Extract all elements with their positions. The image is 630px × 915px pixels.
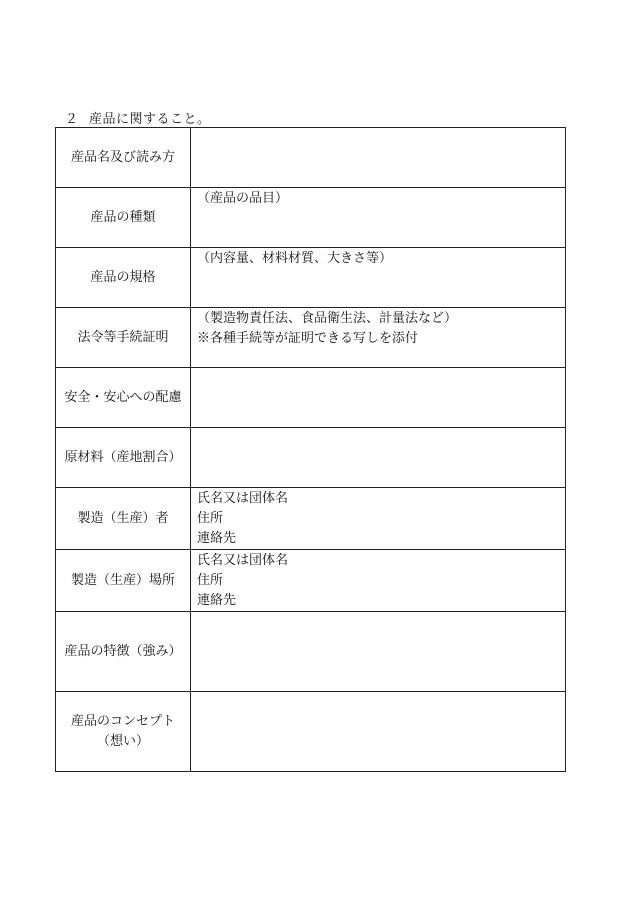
table-row — [56, 692, 566, 772]
row-label-raw-materials: 原材料（産地割合） — [56, 428, 191, 488]
row-label-production-site: 製造（生産）場所 — [56, 550, 191, 612]
table-row — [56, 308, 566, 368]
site-address-label: 住所 — [197, 573, 224, 588]
concept-field[interactable] — [191, 692, 566, 772]
row-label-legal-procedures: 法令等手続証明 — [56, 308, 191, 368]
product-type-hint: （産品の品目） — [197, 191, 289, 206]
table-row — [56, 248, 566, 308]
row-label-features: 産品の特徴（強み） — [56, 612, 191, 692]
row-label-safety: 安全・安心への配慮 — [56, 368, 191, 428]
legal-procedures-hint: （製造物責任法、食品衛生法、計量法など） — [197, 311, 458, 326]
table-row — [56, 612, 566, 692]
table-row — [56, 428, 566, 488]
producer-address-label: 住所 — [197, 511, 224, 526]
concept-label-line2: （想い） — [96, 733, 149, 749]
section-heading — [65, 108, 211, 127]
site-contact-label: 連絡先 — [197, 593, 237, 608]
production-site-field[interactable] — [191, 550, 566, 612]
product-spec-field[interactable] — [191, 248, 566, 308]
product-type-field[interactable] — [191, 188, 566, 248]
concept-label-line1: 産品のコンセプト — [70, 713, 175, 729]
row-label-product-spec: 産品の規格 — [56, 248, 191, 308]
row-label-producer: 製造（生産）者 — [56, 488, 191, 550]
producer-contact-label: 連絡先 — [197, 531, 237, 546]
producer-name-label: 氏名又は団体名 — [197, 491, 289, 506]
safety-field[interactable] — [191, 368, 566, 428]
row-label-product-type: 産品の種類 — [56, 188, 191, 248]
table-row — [56, 488, 566, 550]
legal-procedures-field[interactable] — [191, 308, 566, 368]
section-title: 産品に関すること。 — [89, 112, 211, 127]
product-info-table — [55, 127, 566, 772]
row-label-concept — [56, 692, 191, 772]
table-row — [56, 550, 566, 612]
table-row — [56, 188, 566, 248]
section-number: ２ — [65, 112, 79, 127]
table-row — [56, 368, 566, 428]
row-label-product-name: 産品名及び読み方 — [56, 128, 191, 188]
table-row — [56, 128, 566, 188]
product-name-field[interactable] — [191, 128, 566, 188]
site-name-label: 氏名又は団体名 — [197, 553, 289, 568]
raw-materials-field[interactable] — [191, 428, 566, 488]
features-field[interactable] — [191, 612, 566, 692]
legal-procedures-note: ※各種手続等が証明できる写しを添付 — [197, 331, 419, 346]
producer-field[interactable] — [191, 488, 566, 550]
product-spec-hint: （内容量、材料材質、大きさ等） — [197, 251, 393, 266]
